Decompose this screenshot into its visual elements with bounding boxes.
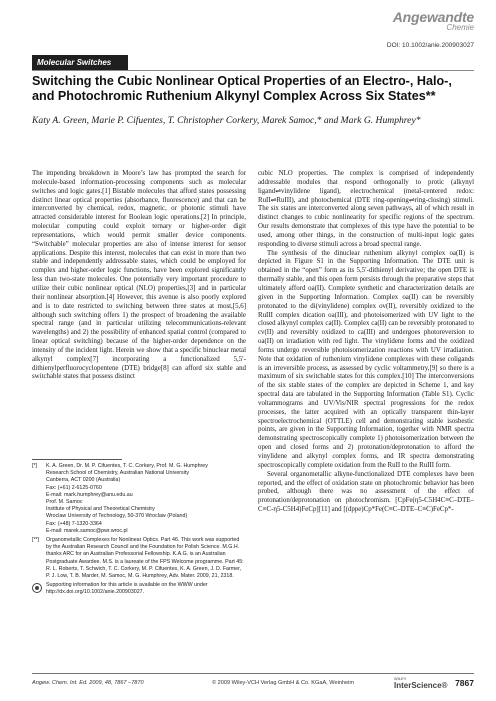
journal-logo — [393, 10, 474, 32]
journal-citation: Angew. Chem. Int. Ed. 2009, 48, 7867 –7870 — [32, 680, 144, 686]
footnote-line[interactable]: E-mail: mark.humphrey@anu.edu.au — [46, 491, 133, 498]
footnote-line: Institute of Physical and Theoretical Chemistry — [46, 506, 155, 513]
footnote-line: Research School of Chemistry, Australian National University — [46, 470, 189, 477]
section-label: Molecular Switches — [32, 55, 128, 70]
article-title: Switching the Cubic Nonlinear Optical Properties of an Electro-, Halo-, and Photochromic Ruthenium Alkynyl Complex Across Six States** — [32, 74, 452, 103]
footnote-line: Canberra, ACT 0200 (Australia) — [46, 477, 121, 484]
header-rule — [32, 70, 474, 71]
footnote-mark: [*] — [32, 463, 38, 469]
footnote-rule — [32, 459, 122, 460]
interscience-logo — [394, 677, 447, 690]
copyright: © 2009 Wiley-VCH Verlag GmbH & Co. KGaA, Weinheim — [212, 680, 355, 686]
supporting-info-text[interactable]: Supporting information for this article is available on the WWW under http://dx.doi.org/10.1002/anie.200903027. — [46, 582, 208, 596]
footer-rule — [32, 673, 474, 674]
supporting-info — [32, 582, 246, 596]
footnote-line: Fax: (+61) 2-6125-0760 — [46, 484, 102, 491]
wiley-label: WILEY — [394, 676, 407, 681]
body-paragraph: The synthesis of the dinuclear ruthenium alkynyl complex oa(II) is depicted in Figure S1 in the Supporting Information. The DTE unit is obtained in the “open” form as its 5,5′-dithienyl derivative; the open DTE is thermally stable, and this open form persists through the preparative steps that ultimately afford oa(II). Complete synthetic and characterization details are given in the Supporting Information. Complex oa(II) can be reversibly protonated to the di(vinylidene) complex ov(II), reversibly oxidized to the RuIII complex dication oa(III), and photoisomerized with UV light to the closed alkynyl complex ca(II). Complex ca(II) can be reversibly protonated to cv(II) and reversibly oxidized to ca(III) and undergoes photoreversion to oa(II) on irradiation with red light. The vinylidene forms and the oxidized forms undergo reversible photoisomerization reactions with UV irradiation. Note that oxidation of ruthenium vinylidene complexes with these coligands is an irreversible process, as assessed by cyclic voltammetry,[9] so there is a maximum of six switchable states for this complex.[10] The interconversions of the six stable states of the complex are depicted in Scheme 1, and key spectral data are tabulated in the Supporting Information (Table S1). Cyclic voltammograms and UV/Vis/NIR spectral progressions for the redox processes, the latter acquired with an optically transparent thin-layer spectroelectrochemical (OTTLE) cell and demonstrating stable isosbestic points, are given in the Supporting Information, together with NMR spectra demonstrating spectroscopically complete 1) photoisomerization between the open and closed forms and 2) protonation/deprotonation to afford the vinylidene and alkynyl complex forms, and IR spectra demonstrating spectroscopically complete oxidation from the RuII to the RuIII form. — [258, 249, 474, 469]
body-paragraph: Several organometallic alkyne-functionalized DTE complexes have been reported, and the effect of oxidation state on photochromic behavior has been probed, although there was no assessment of the effect of protonation/deprotonation on photochromism. [CpFe(η5-C5H4C≡C–DTE–C≡C-η5-C5H4)FeCp][11] and [(dppe)Cp*Fe(C≡C–DTE–C≡C)FeCp*- — [258, 470, 474, 514]
footnote-line[interactable]: E-mail: marek.samoc@pwr.wroc.pl — [46, 527, 128, 534]
right-column — [258, 170, 474, 515]
footnote-line: Prof. M. Samoc — [46, 499, 83, 506]
interscience-label: InterScience® — [394, 681, 448, 690]
body-paragraph: The impending breakdown in Moore’s law has prompted the search for molecule-based information-processing components such as molecular switches and logic gates.[1] Bistable molecules that afford states possessing distinct linear optical properties (absorbance, fluorescence) and that can be interconverted by chemical, redox, magnetic, or photonic stimuli have attracted considerable interest for Boolean logic operations.[2] In principle, molecular computing could exploit ternary or higher-order digit representations, which would permit smaller device components. “Switchable” molecular properties are also of intense interest for sensor applications. Despite this interest, molecules that can exist in more than two stable and independently addressable states, which could be employed for complex and higher-order logic functions, have been explored significantly less than two-state molecules. One potentially very important procedure to utilize their cubic nonlinear optical (NLO) properties,[3] and in particular their nonlinear absorption.[4] However, this avenue is also poorly explored and is to date restricted to switching between three states at most,[5,6] although such switching offers 1) the prospect of broadening the available spectral range (and in particular utilizing telecommunications-relevant wavelengths) and 2) the possibility of enhanced spatial control (compared to linear optical switching) because of the higher-order dependence on the intensity of the incident light. Herein we show that a specific binuclear metal alkynyl complex[7] incorporating a functionalized 5,5′-dithienylperfluorocyclopentene (DTE) bridge[8] can afford six stable and switchable states that possess distinct — [32, 170, 246, 381]
page-footer — [32, 677, 474, 691]
logo-line2: Chemie — [446, 23, 474, 32]
footnote-line: K. A. Green, Dr. M. P. Cifuentes, T. C. Corkery, Prof. M. G. Humphrey — [46, 463, 208, 469]
footnotes — [32, 463, 246, 597]
doi[interactable]: DOI: 10.1002/anie.200903027 — [386, 42, 474, 49]
footnote-line: Fax: (+48) 7-1320-3364 — [46, 520, 102, 527]
footnote-line: Wroclaw University of Technology, 50-370 Wroclaw (Poland) — [46, 513, 188, 520]
footnote-acknowledgment — [32, 537, 246, 580]
footnote-text: Organometallic Complexes for Nonlinear Optics. Part 46. This work was supported by the Australian Research Council and the Foundation for Polish Science. M.G.H. thanks ARC for an Australian Professorial Fellowship. K.A.G. is an Australian Postgraduate Awardee. M.S. is a laureate of the FPS Welcome programme. Part 45: R. L. Roberts, T. Schwich, T. C. Corkery, M. P. Cifuentes, K. A. Green, J. D. Farmer, P. J. Low, T. B. Marder, M. Samoc, M. G. Humphrey, Adv. Mater. 2009, 21, 2318. — [46, 537, 244, 580]
footnote-mark: [**] — [32, 537, 40, 544]
body-paragraph: cubic NLO properties. The complex is comprised of independently addressable modules that respond orthogonally to protic (alkynyl ligand⇌vinylidene ligand), electrochemical (metal-centered redox: RuII⇌RuIII), and photochemical (DTE ring-opening⇌ring-closing) stimuli. The six states are interconverted along seven pathways, all of which result in distinct changes to cubic nonlinearity for specific regions of the spectrum. Our results demonstrate that complexes of this type have the potential to be used, among other things, in the construction of multi-input logic gates responding to diverse stimuli across a broad spectral range. — [258, 170, 474, 248]
logo-line1: Angewandte — [392, 9, 474, 25]
page-number: 7867 — [455, 678, 474, 688]
left-column — [32, 170, 246, 382]
footnote-affiliations — [32, 463, 246, 535]
article-authors: Katy A. Green, Marie P. Cifuentes, T. Christopher Corkery, Marek Samoc,* and Mark G. Humphrey* — [32, 115, 421, 126]
supporting-info-icon — [32, 583, 42, 593]
